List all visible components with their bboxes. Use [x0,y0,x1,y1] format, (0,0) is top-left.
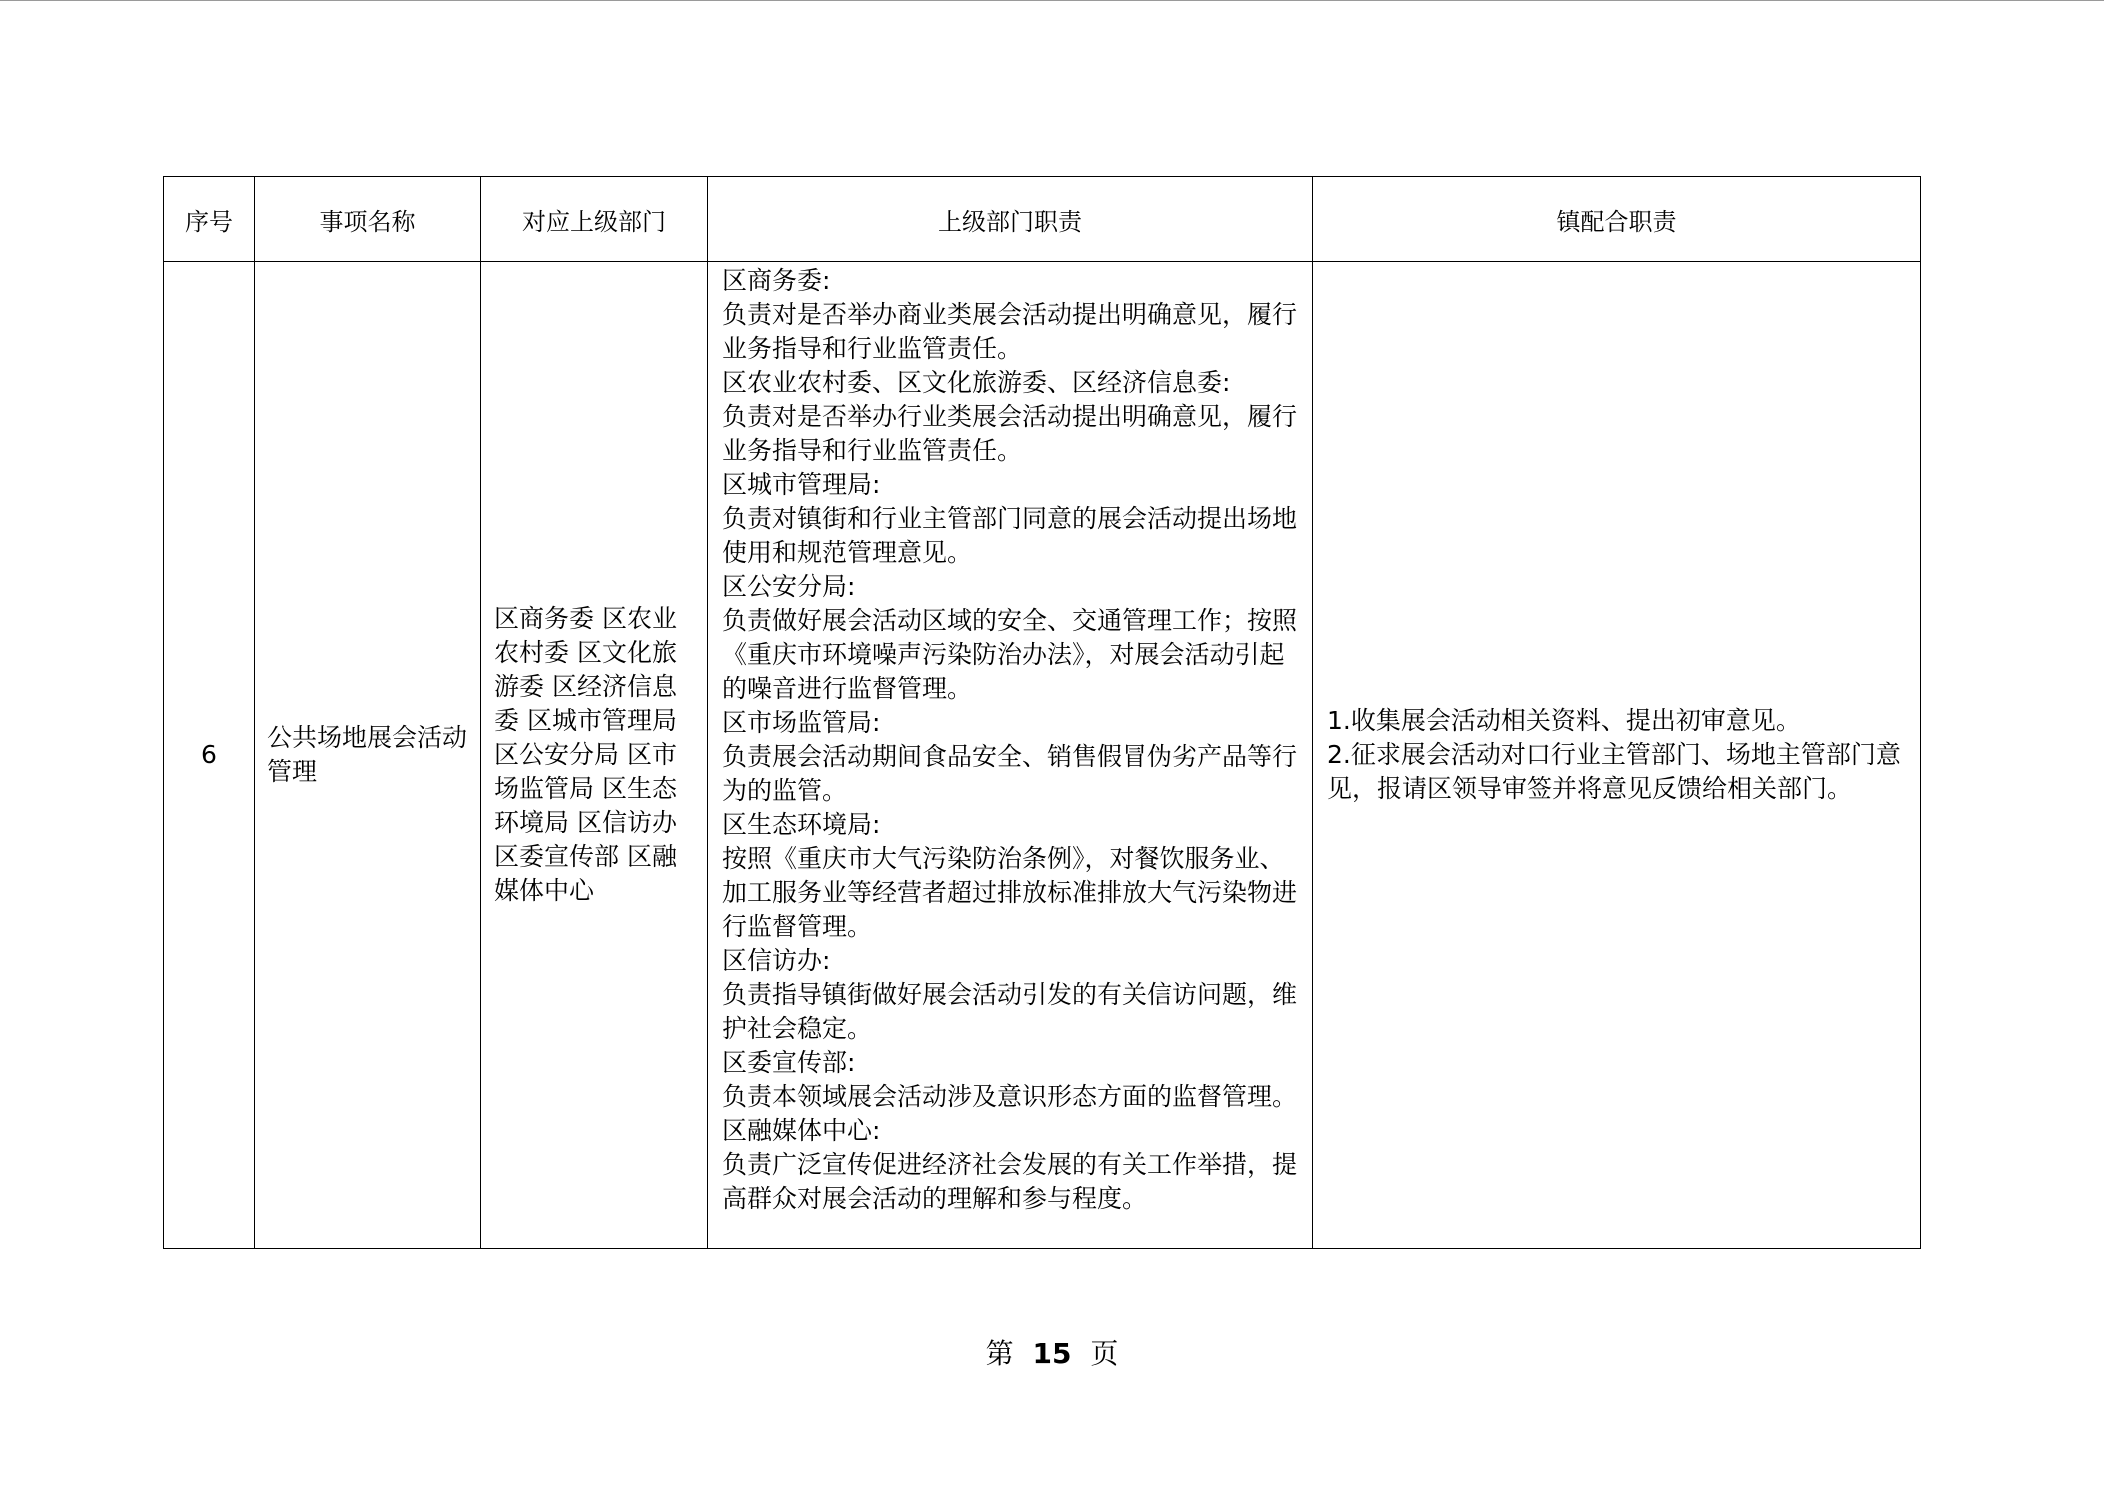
duty-petition-office [722,944,1304,1046]
page-prefix: 第 [985,1337,1014,1370]
row-town-duties [1313,262,1921,1249]
duty-dept-label: 区生态环境局: [722,810,881,839]
row-superior-duties [708,262,1313,1249]
header-seq: 序号 [164,177,255,262]
duty-propaganda [722,1046,1304,1114]
duty-urban-management [722,468,1304,570]
duty-dept-label: 区公安分局: [722,572,856,601]
duty-public-security [722,570,1304,706]
duty-text: 按照《重庆市大气污染防治条例》，对餐饮服务业、加工服务业等经营者超过排放标准排放大气污染物进行监督管理。 [722,844,1298,941]
header-superior-duties: 上级部门职责 [708,177,1313,262]
duty-commerce [722,264,1304,366]
duty-text: 负责本领域展会活动涉及意识形态方面的监督管理。 [722,1082,1298,1111]
table-header-row [164,177,1921,262]
duty-text: 负责对是否举办行业类展会活动提出明确意见，履行业务指导和行业监管责任。 [722,402,1298,465]
duty-ecology-environment [722,808,1304,944]
header-town-duties: 镇配合职责 [1313,177,1921,262]
table-row [164,262,1921,1249]
town-duty-item: 2.征求展会活动对口行业主管部门、场地主管部门意见，报请区领导审签并将意见反馈给相关部门。 [1327,740,1901,803]
duty-dept-label: 区信访办: [722,946,831,975]
header-item-name: 事项名称 [255,177,481,262]
town-duty-item: 1.收集展会活动相关资料、提出初审意见。 [1327,706,1801,735]
page-number: 15 [1032,1337,1072,1370]
duty-text: 负责做好展会活动区域的安全、交通管理工作；按照《重庆市环境噪声污染防治办法》，对展会活动引起的噪音进行监督管理。 [722,606,1298,703]
duty-agriculture-culture-economy [722,366,1304,468]
page-suffix: 页 [1090,1337,1119,1370]
duty-dept-label: 区委宣传部: [722,1048,856,1077]
duty-text: 负责对镇街和行业主管部门同意的展会活动提出场地使用和规范管理意见。 [722,504,1298,567]
row-seq: 6 [164,262,255,1249]
duty-dept-label: 区市场监管局: [722,708,881,737]
duty-text: 负责展会活动期间食品安全、销售假冒伪劣产品等行为的监管。 [722,742,1298,805]
duty-dept-label: 区商务委: [722,266,831,295]
duty-dept-label: 区城市管理局: [722,470,881,499]
page-top-border [0,0,2104,1]
duty-text: 负责广泛宣传促进经济社会发展的有关工作举措，提高群众对展会活动的理解和参与程度。 [722,1150,1298,1213]
duties-table [163,176,1921,1249]
duty-text: 负责对是否举办商业类展会活动提出明确意见，履行业务指导和行业监管责任。 [722,300,1298,363]
duty-dept-label: 区农业农村委、区文化旅游委、区经济信息委: [722,368,1231,397]
duty-text: 负责指导镇街做好展会活动引发的有关信访问题，维护社会稳定。 [722,980,1298,1043]
row-superior-depts: 区商务委 区农业农村委 区文化旅游委 区经济信息委 区城市管理局 区公安分局 区市场监管局 区生态环境局 区信访办 区委宣传部 区融媒体中心 [481,262,708,1249]
header-superior-depts: 对应上级部门 [481,177,708,262]
duty-market-supervision [722,706,1304,808]
duty-dept-label: 区融媒体中心: [722,1116,881,1145]
page-footer [0,1332,2104,1372]
row-item-name: 公共场地展会活动管理 [255,262,481,1249]
duty-media-center [722,1114,1304,1216]
